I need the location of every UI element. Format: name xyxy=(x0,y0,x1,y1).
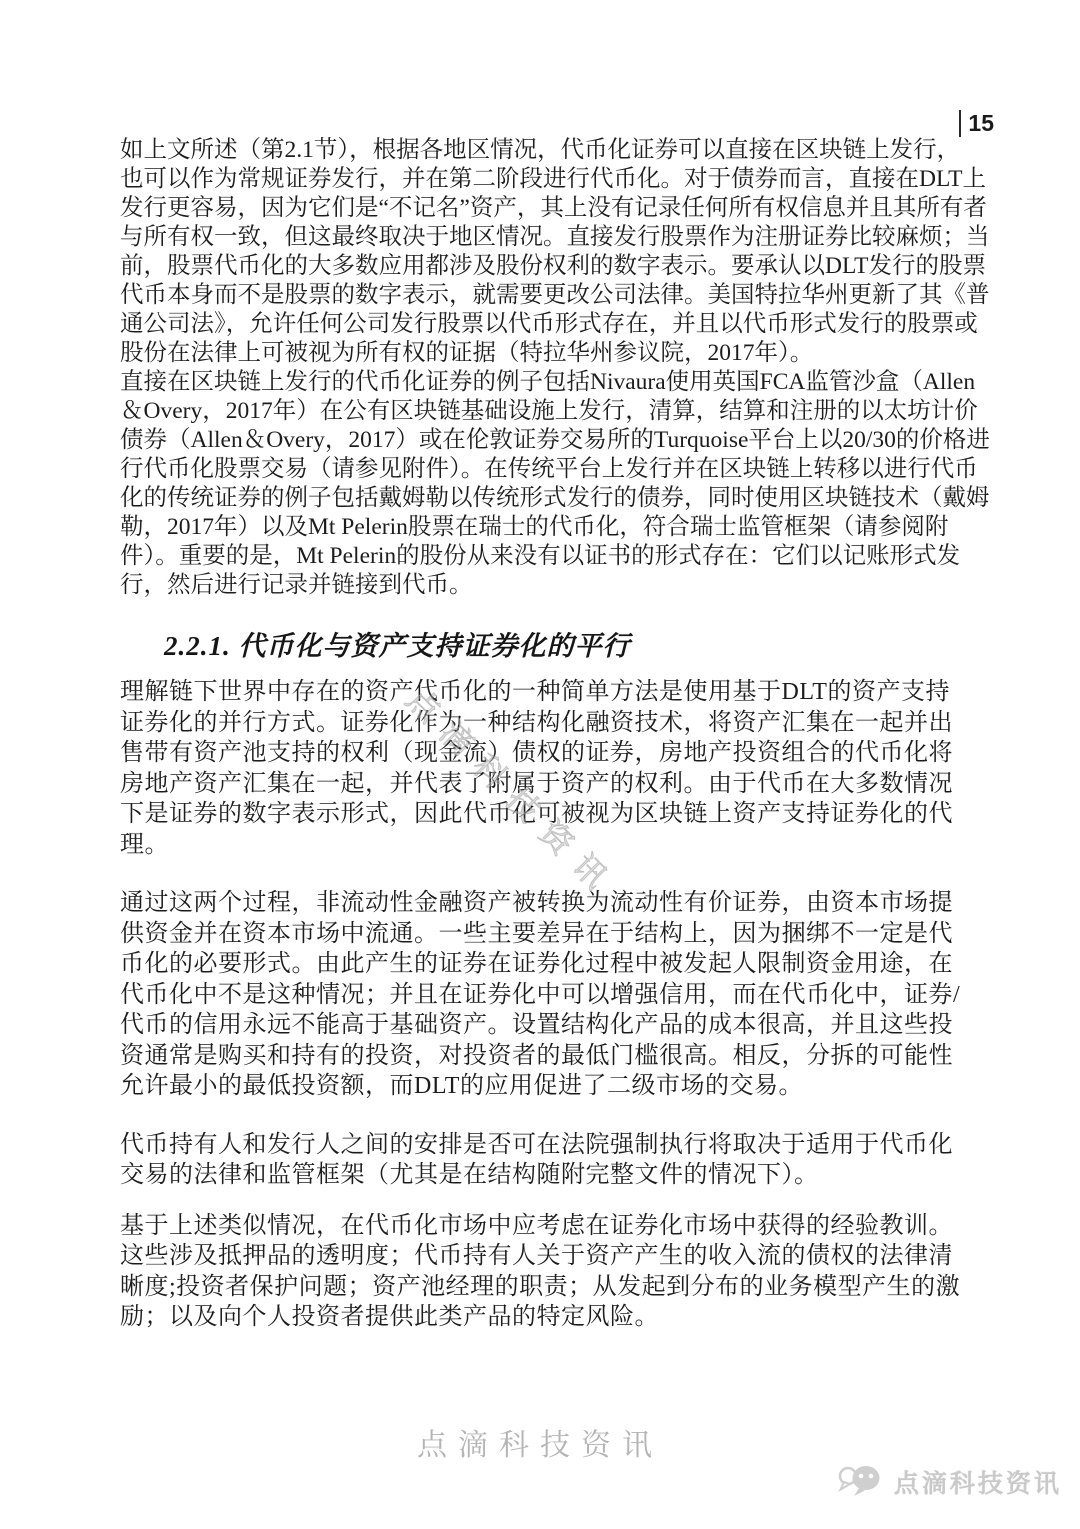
text-line: 化的传统证券的例子包括戴姆勒以传统形式发行的债券，同时使用区块链技术（戴姆 xyxy=(120,485,990,511)
text-line: 证券化的并行方式。证券化作为一种结构化融资技术，将资产汇集在一起并出 xyxy=(120,709,953,736)
text-line: 供资金并在资本市场中流通。一些主要差异在于结构上，因为捆绑不一定是代 xyxy=(120,920,953,947)
brand-name: 点滴科技资讯 xyxy=(893,1471,1062,1498)
footer-watermark: 点滴科技资讯 xyxy=(417,1429,663,1462)
paragraph xyxy=(120,1130,994,1191)
text-line: 也可以作为常规证券发行，并在第二阶段进行代币化。对于债券而言，直接在DLT上 xyxy=(120,166,987,192)
text-line: 件）。重要的是，Mt Pelerin的股份从来没有以证书的形式存在：它们以记账形式发 xyxy=(120,543,961,569)
text-line: 房地产资产汇集在一起，并代表了附属于资产的权利。由于代币在大多数情况 xyxy=(120,770,953,797)
text-line: 发行更容易，因为它们是“不记名”资产，其上没有记录任何所有权信息并且其所有者 xyxy=(120,195,987,221)
speech-bubbles-logo-icon xyxy=(837,1462,885,1502)
page-number-value: 15 xyxy=(968,110,994,136)
text-line: 通公司法》，允许任何公司发行股票以代币形式存在，并且以代币形式发行的股票或 xyxy=(120,311,978,337)
paragraph xyxy=(120,136,994,368)
text-line: 直接在区块链上发行的代币化证券的例子包括Nivaura使用英国FCA监管沙盒（Allen xyxy=(120,369,976,395)
paragraph xyxy=(120,677,994,860)
text-line: 行代币化股票交易（请参见附件）。在传统平台上发行并在区块链上转移以进行代币 xyxy=(120,456,978,482)
text-line: 如上文所述（第2.1节），根据各地区情况，代币化证券可以直接在区块链上发行， xyxy=(120,137,961,163)
text-line: 基于上述类似情况，在代币化市场中应考虑在证券化市场中获得的经验教训。 xyxy=(120,1212,953,1239)
text-line: 代币的信用永远不能高于基础资产。设置结构化产品的成本很高，并且这些投 xyxy=(120,1012,953,1038)
section-heading-title: 代币化与资产支持证券化的平行 xyxy=(238,631,631,661)
text-line: 资通常是购买和持有的投资，对投资者的最低门槛很高。相反，分拆的可能性 xyxy=(120,1042,953,1069)
text-line: 股份在法律上可被视为所有权的证据（特拉华州参议院，2017年）。 xyxy=(120,340,814,366)
text-line: 币化的必要形式。由此产生的证券在证券化过程中被发起人限制资金用途，在 xyxy=(120,951,953,977)
page-number-divider xyxy=(959,110,961,137)
text-line: 债券（Allen＆Overy，2017）或在伦敦证券交易所的Turquoise平台上以20/30的价格进 xyxy=(120,427,990,453)
text-line: 代币化中不是这种情况；并且在证券化中可以增强信用，而在代币化中，证券/ xyxy=(120,981,961,1008)
text-line: 与所有权一致，但这最终取决于地区情况。直接发行股票作为注册证券比较麻烦；当 xyxy=(120,224,990,250)
text-line: 下是证券的数字表示形式，因此代币化可被视为区块链上资产支持证券化的代 xyxy=(120,801,953,827)
diagonal-watermark: 点滴科技资讯 xyxy=(399,680,625,906)
text-line: 代币本身而不是股票的数字表示，就需要更改公司法律。美国特拉华州更新了其《普 xyxy=(120,282,990,308)
text-line: 励；以及向个人投资者提供此类产品的特定风险。 xyxy=(120,1304,659,1330)
section-heading xyxy=(164,624,994,663)
paragraph xyxy=(120,1211,994,1333)
paragraph xyxy=(120,888,994,1102)
text-line: 前，股票代币化的大多数应用都涉及股份权利的数字表示。要承认以DLT发行的股票 xyxy=(120,253,987,279)
text-line: 行，然后进行记录并链接到代币。 xyxy=(120,572,473,598)
text-line: 这些涉及抵押品的透明度；代币持有人关于资产产生的收入流的债权的法律清 xyxy=(120,1243,953,1269)
page-number xyxy=(959,110,994,137)
text-column xyxy=(120,136,994,1333)
paragraph xyxy=(120,368,994,600)
text-line: 勒，2017年）以及Mt Pelerin股票在瑞士的代币化，符合瑞士监管框架（请参阅附 xyxy=(120,514,949,540)
text-line: ＆Overy，2017年）在公有区块链基础设施上发行，清算，结算和注册的以太坊计价 xyxy=(120,398,978,424)
text-line: 理解链下世界中存在的资产代币化的一种简单方法是使用基于DLT的资产支持 xyxy=(120,679,950,705)
section-heading-number: 2.2.1. xyxy=(164,631,231,661)
brand-footer xyxy=(837,1462,1062,1502)
text-line: 理。 xyxy=(120,831,169,858)
text-line: 允许最小的最低投资额，而DLT的应用促进了二级市场的交易。 xyxy=(120,1073,803,1099)
text-line: 晰度;投资者保护问题；资产池经理的职责；从发起到分布的业务模型产生的激 xyxy=(120,1273,961,1300)
text-line: 交易的法律和监管框架（尤其是在结构随附完整文件的情况下）。 xyxy=(120,1162,819,1188)
text-line: 通过这两个过程，非流动性金融资产被转换为流动性有价证券，由资本市场提 xyxy=(120,890,953,916)
text-line: 代币持有人和发行人之间的安排是否可在法院强制执行将取决于适用于代币化 xyxy=(120,1131,953,1158)
text-line: 售带有资产池支持的权利（现金流）债权的证券，房地产投资组合的代币化将 xyxy=(120,740,953,766)
